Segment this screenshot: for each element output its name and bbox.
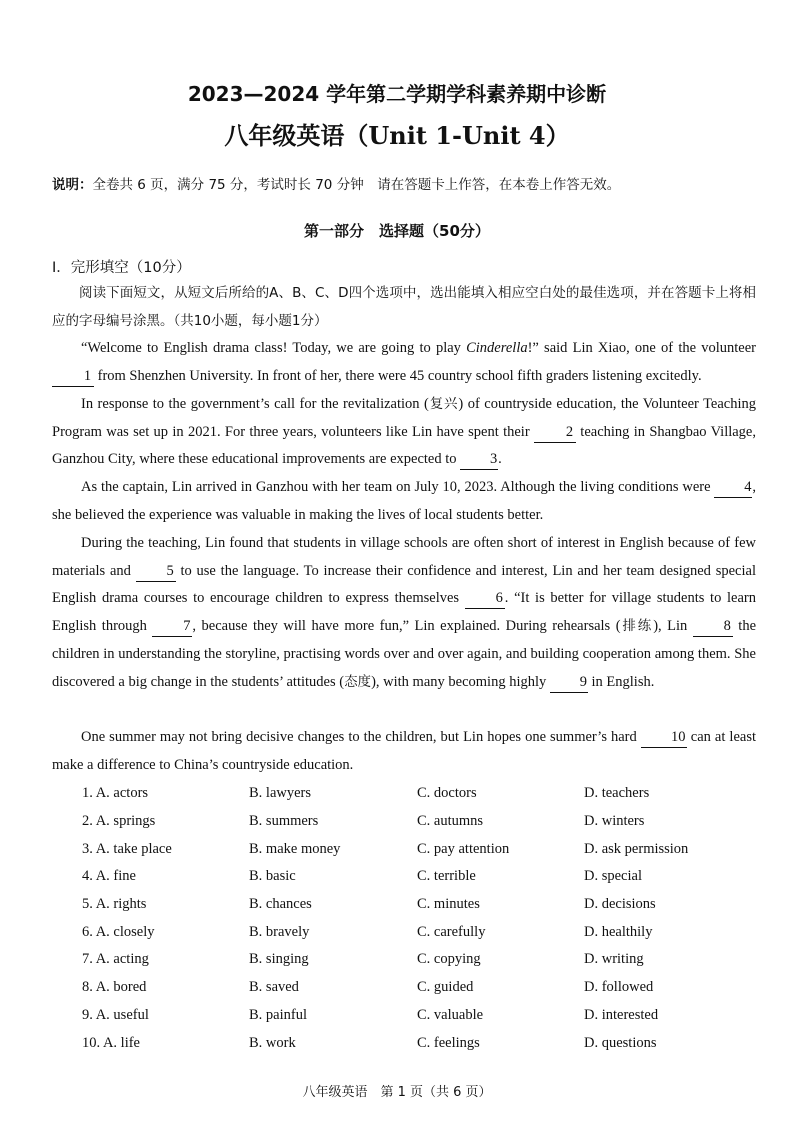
option-c[interactable]: C. autumns xyxy=(417,813,484,830)
passage-text: One summer may not bring decisive changes to the children, but Lin hopes one summer’s hard xyxy=(81,729,641,745)
passage-text: In response to the government’s call for the revitalization ( xyxy=(81,396,429,412)
option-c[interactable]: C. terrible xyxy=(417,868,476,885)
passage-text: ), Lin xyxy=(653,618,693,635)
option-b[interactable]: B. bravely xyxy=(249,923,310,940)
option-c[interactable]: C. copying xyxy=(417,951,481,968)
exam-title: 2023—2024 学年第二学期学科素养期中诊断 xyxy=(187,82,607,106)
option-b[interactable]: B. singing xyxy=(249,951,309,968)
passage-paragraph-2 xyxy=(52,391,756,474)
passage-gloss: 排练 xyxy=(620,618,654,635)
passage-text: the children in understanding the storyline, practising words over and over again, and building cooperation among them. She discovered a big change in the students’ attitudes ( xyxy=(52,618,757,690)
option-b[interactable]: B. summers xyxy=(249,813,319,830)
blank-9: 9 xyxy=(550,672,588,693)
blank-3: 3 xyxy=(460,449,498,470)
option-c[interactable]: C. pay attention xyxy=(417,840,510,857)
option-c[interactable]: C. guided xyxy=(417,979,474,996)
page-footer: 八年级英语 第 1 页（共 6 页） xyxy=(302,1085,492,1100)
passage-paragraph-1 xyxy=(52,335,756,390)
option-a[interactable]: 6. A. closely xyxy=(82,923,155,940)
option-d[interactable]: D. writing xyxy=(584,951,644,968)
passage-text: to use the language. To increase their confidence and interest, Lin and her team designed special English drama courses to encourage children to express themselves xyxy=(52,562,756,607)
option-a[interactable]: 1. A. actors xyxy=(82,785,149,802)
passage-paragraph-4 xyxy=(52,530,756,696)
option-a[interactable]: 3. A. take place xyxy=(82,840,172,857)
blank-4: 4 xyxy=(714,477,752,498)
option-b[interactable]: B. chances xyxy=(249,896,312,913)
passage-paragraph-5 xyxy=(52,724,756,779)
option-b[interactable]: B. saved xyxy=(249,979,299,996)
option-a[interactable]: 5. A. rights xyxy=(82,896,147,913)
passage-text: , she believed the experience was valuable in making the lives of local students better. xyxy=(52,479,756,523)
blank-6: 6 xyxy=(465,588,505,609)
option-b[interactable]: B. make money xyxy=(249,840,341,857)
passage-text: from Shenzhen University. In front of her, there were 45 country school fifth graders listening excitedly. xyxy=(94,367,702,384)
option-b[interactable]: B. lawyers xyxy=(249,785,312,802)
option-b[interactable]: B. painful xyxy=(249,1006,307,1023)
exam-subtitle: 八年级英语（Unit 1-Unit 4） xyxy=(224,121,570,150)
option-a[interactable]: 4. A. fine xyxy=(82,868,136,885)
options-list xyxy=(82,780,762,1057)
option-a[interactable]: 2. A. springs xyxy=(82,813,156,830)
option-d[interactable]: D. special xyxy=(584,868,642,885)
option-d[interactable]: D. interested xyxy=(584,1006,659,1023)
option-row-6 xyxy=(82,918,762,946)
passage-text: . xyxy=(498,451,502,468)
passage-text: can at least make a difference to China’s countryside education. xyxy=(52,729,756,773)
blank-10: 10 xyxy=(641,727,687,748)
option-c[interactable]: C. feelings xyxy=(417,1034,480,1051)
passage-text: , because they will have more fun,” Lin explained. During rehearsals ( xyxy=(192,618,621,635)
passage-text: !” said Lin Xiao, one of the volunteer xyxy=(527,340,756,356)
option-d[interactable]: D. questions xyxy=(584,1034,657,1051)
part-title: 第一部分 选择题（50分） xyxy=(304,222,490,240)
option-d[interactable]: D. followed xyxy=(584,979,654,996)
passage-text: During the teaching, Lin found that students in village schools are often short of interest in English because of few materials and xyxy=(52,535,756,579)
blank-5: 5 xyxy=(136,561,176,582)
option-a[interactable]: 10. A. life xyxy=(82,1034,140,1051)
passage-text: teaching in Shangbao Village, Ganzhou City, where these educational improvements are expected to xyxy=(52,423,756,468)
exam-note xyxy=(52,173,772,193)
option-d[interactable]: D. winters xyxy=(584,813,645,830)
option-row-1 xyxy=(82,780,762,808)
passage-text: ), with many becoming highly xyxy=(371,673,550,690)
option-d[interactable]: D. teachers xyxy=(584,785,650,802)
passage-text: As the captain, Lin arrived in Ganzhou with her team on July 10, 2023. Although the living conditions were xyxy=(81,479,715,495)
option-c[interactable]: C. carefully xyxy=(417,923,486,940)
blank-8: 8 xyxy=(693,616,733,637)
blank-7: 7 xyxy=(152,616,192,637)
blank-2: 2 xyxy=(534,422,576,443)
passage-gloss: 态度 xyxy=(344,673,372,690)
passage-text: “Welcome to English drama class! Today, we are going to play xyxy=(81,340,467,356)
option-a[interactable]: 7. A. acting xyxy=(82,951,149,968)
option-a[interactable]: 9. A. useful xyxy=(82,1006,149,1023)
option-row-5 xyxy=(82,891,762,919)
option-row-2 xyxy=(82,808,762,836)
option-row-3 xyxy=(82,835,762,863)
option-d[interactable]: D. healthily xyxy=(584,923,653,940)
option-row-7 xyxy=(82,946,762,974)
passage-gloss: 复兴 xyxy=(428,396,459,412)
option-row-10 xyxy=(82,1029,762,1057)
note-label: 说明： xyxy=(52,177,93,193)
instructions: 阅读下面短文，从短文后所给的A、B、C、D四个选项中，选出能填入相应空白处的最佳选项，并在答题卡上将相应的字母编号涂黑。（共10小题，每小题1分） xyxy=(52,285,756,329)
note-text: 全卷共 6 页，满分 75 分，考试时长 70 分钟 请在答题卡上作答，在本卷上作答无效。 xyxy=(92,177,621,193)
passage-text: . “It is better for village students to learn English through xyxy=(52,590,757,635)
option-c[interactable]: C. doctors xyxy=(417,785,477,802)
option-b[interactable]: B. work xyxy=(249,1034,296,1051)
passage-text: ) of countryside education, the Volunteer Teaching Program was set up in 2021. For three years, volunteers like Lin have spent their xyxy=(52,396,757,440)
option-d[interactable]: D. decisions xyxy=(584,896,656,913)
option-b[interactable]: B. basic xyxy=(249,868,296,885)
option-c[interactable]: C. valuable xyxy=(417,1006,484,1023)
option-row-4 xyxy=(82,863,762,891)
blank-1: 1 xyxy=(52,366,94,387)
option-row-9 xyxy=(82,1002,762,1030)
passage-text: in English. xyxy=(587,673,655,690)
passage-paragraph-3 xyxy=(52,474,756,529)
option-c[interactable]: C. minutes xyxy=(417,896,480,913)
option-row-8 xyxy=(82,974,762,1002)
option-a[interactable]: 8. A. bored xyxy=(82,979,147,996)
option-d[interactable]: D. ask permission xyxy=(584,840,689,857)
section-title: Ⅰ．完形填空（10分） xyxy=(52,260,191,276)
passage-italic-title: Cinderella xyxy=(466,340,528,356)
